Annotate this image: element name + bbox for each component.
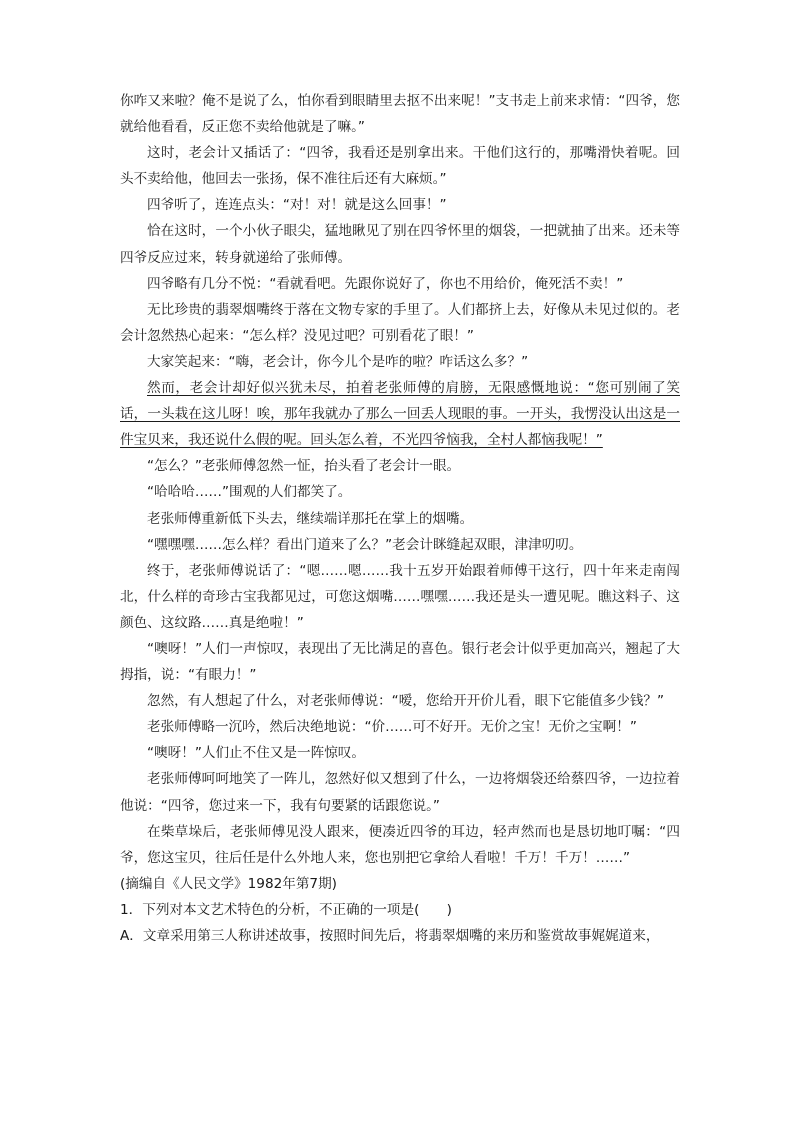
paragraph: “哈哈哈……”围观的人们都笑了。 (147, 484, 352, 501)
paragraph: “嘿嘿嘿……怎么样？看出门道来了么？”老会计眯缝起双眼，津津叨叨。 (147, 536, 583, 553)
paragraph: “噢呀！”人们止不住又是一阵惊叹。 (147, 745, 365, 762)
paragraph: “噢呀！”人们一声惊叹，表现出了无比满足的喜色。银行老会计似乎更加高兴，翘起了大拇指，说：“有眼力！” (120, 640, 680, 684)
source-citation: (摘编自《人民文学》1982年第7期) (120, 875, 337, 892)
paragraph: 你咋又来啦？俺不是说了么，怕你看到眼睛里去抠不出来呢！”支书走上前来求情：“四爷，您就给他看看，反正您不卖给他就是了嘛。” (120, 93, 680, 136)
paragraph: 老张师傅略一沉吟，然后决绝地说：“价……可不好开。无价之宝！无价之宝啊！” (147, 719, 637, 736)
paragraph: 在柴草垛后，老张师傅见没人跟来，便凑近四爷的耳边，轻声然而也是恳切地叮嘱：“四爷，您这宝贝，往后任是什么外地人来，您也别把它拿给人看啦！千万！千万！……” (120, 823, 680, 866)
paragraph: 四爷略有几分不悦：“看就看吧。先跟你说好了，你也不用给价，俺死活不卖！” (147, 275, 624, 292)
paragraph: 无比珍贵的翡翠烟嘴终于落在文物专家的手里了。人们都挤上去，好像从未见过似的。老会计忽然热心起来：“怎么样？没见过吧？可别看花了眼！” (120, 301, 680, 344)
paragraph: 这时，老会计又插话了：“四爷，我看还是别拿出来。干他们这行的，那嘴滑快着呢。回头不卖给他，他回去一张扬，保不准往后还有大麻烦。” (120, 145, 680, 188)
paragraph: 恰在这时，一个小伙子眼尖，猛地瞅见了别在四爷怀里的烟袋，一把就抽了出来。还未等四爷反应过来，转身就递给了张师傅。 (120, 223, 680, 266)
paragraph: 老张师傅呵呵地笑了一阵儿，忽然好似又想到了什么，一边将烟袋还给蔡四爷，一边拉着他说：“四爷，您过来一下，我有句要紧的话跟您说。” (120, 771, 680, 814)
paragraph: 终于，老张师傅说话了：“嗯……嗯……我十五岁开始跟着师傅干这行，四十年来走南闯北，什么样的奇珍古宝我都见过，可您这烟嘴……嘿嘿……我还是头一遭见呢。瞧这料子、这颜色、这纹路……真是绝啦！” (120, 562, 680, 631)
underlined-text: 然而，老会计却好似兴犹未尽，拍着老张师傅的肩膀，无限感慨地说：“您可别闹了笑话，一头栽在这儿呀！唉，那年我就办了那么一回丢人现眼的事。一开头，我愣没认出这是一件宝贝来，我还说什么假的呢。回头怎么着，不光四爷恼我，全村人都恼我呢！” (120, 380, 680, 449)
paragraph: 四爷听了，连连点头：“对！对！就是这么回事！” (147, 197, 447, 214)
document-page (120, 88, 680, 949)
question-text: 1．下列对本文艺术特色的分析，不正确的一项是( ) (120, 901, 452, 918)
paragraph: “怎么？”老张师傅忽然一怔，抬头看了老会计一眼。 (147, 458, 461, 475)
underlined-paragraph (120, 375, 680, 453)
paragraph: 忽然，有人想起了什么，对老张师傅说：“嗳，您给开开价儿看，眼下它能值多少钱？” (147, 693, 665, 710)
paragraph: 大家笑起来：“嗨，老会计，你今儿个是咋的啦？咋话这么多？” (147, 353, 529, 370)
option-a: A．文章采用第三人称讲述故事，按照时间先后，将翡翠烟嘴的来历和鉴赏故事娓娓道来， (120, 928, 660, 944)
paragraph: 老张师傅重新低下头去，继续端详那托在掌上的烟嘴。 (147, 510, 474, 527)
